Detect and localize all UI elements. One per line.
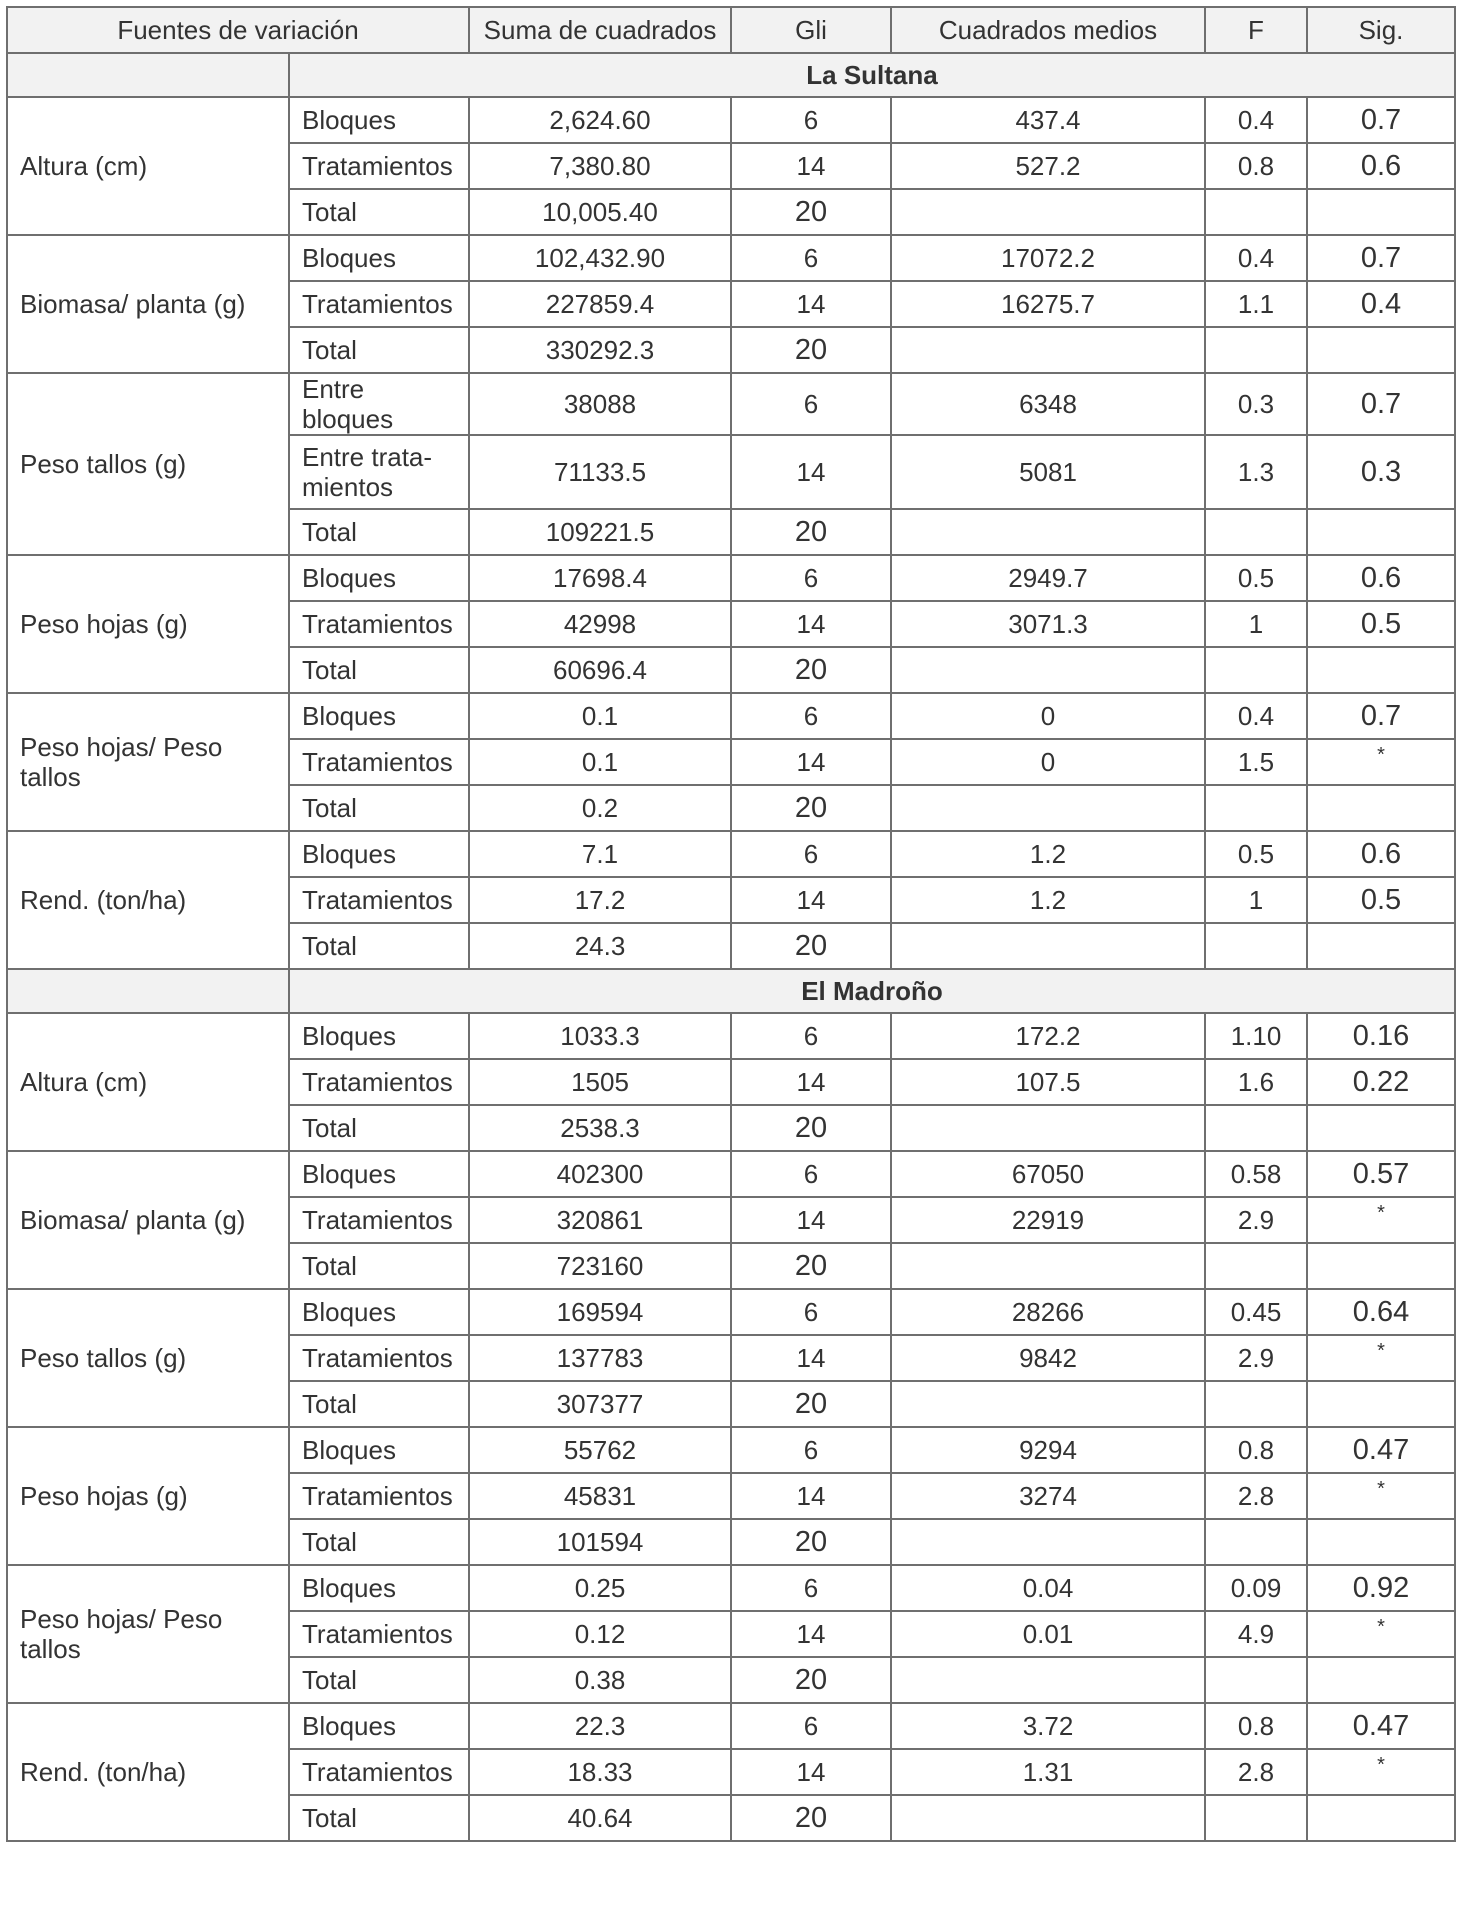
f-cell: 1.10	[1205, 1013, 1307, 1059]
mean-squares-cell: 5081	[891, 435, 1205, 509]
mean-squares-cell: 17072.2	[891, 235, 1205, 281]
gl-cell: 6	[731, 373, 891, 435]
header-source: Fuentes de variación	[7, 7, 469, 53]
source-cell: Bloques	[289, 1565, 469, 1611]
source-cell: Total	[289, 1105, 469, 1151]
mean-squares-cell: 1.2	[891, 877, 1205, 923]
source-cell: Total	[289, 1381, 469, 1427]
source-cell: Bloques	[289, 1013, 469, 1059]
sum-of-squares-cell: 0.25	[469, 1565, 731, 1611]
sig-cell	[1307, 189, 1455, 235]
table-row	[7, 1151, 1455, 1197]
f-cell	[1205, 509, 1307, 555]
mean-squares-cell: 67050	[891, 1151, 1205, 1197]
f-cell: 2.8	[1205, 1473, 1307, 1519]
mean-squares-cell	[891, 189, 1205, 235]
anova-table-container	[6, 6, 1454, 1842]
table-row	[7, 97, 1455, 143]
f-cell: 0.4	[1205, 693, 1307, 739]
sig-cell: *	[1307, 1473, 1455, 1519]
gl-cell: 6	[731, 1151, 891, 1197]
sum-of-squares-cell: 0.1	[469, 693, 731, 739]
f-cell: 0.09	[1205, 1565, 1307, 1611]
variable-label: Biomasa/ planta (g)	[7, 1151, 289, 1289]
sum-of-squares-cell: 17698.4	[469, 555, 731, 601]
sum-of-squares-cell: 0.12	[469, 1611, 731, 1657]
mean-squares-cell	[891, 509, 1205, 555]
sum-of-squares-cell: 71133.5	[469, 435, 731, 509]
sig-cell: *	[1307, 1197, 1455, 1243]
source-cell: Tratamientos	[289, 1059, 469, 1105]
gl-cell: 20	[731, 189, 891, 235]
sig-cell	[1307, 1795, 1455, 1841]
header-row	[7, 7, 1455, 53]
source-cell: Total	[289, 1243, 469, 1289]
sum-of-squares-cell: 101594	[469, 1519, 731, 1565]
f-cell	[1205, 923, 1307, 969]
sum-of-squares-cell: 38088	[469, 373, 731, 435]
mean-squares-cell: 437.4	[891, 97, 1205, 143]
sig-cell	[1307, 1243, 1455, 1289]
gl-cell: 6	[731, 693, 891, 739]
sig-cell: 0.6	[1307, 831, 1455, 877]
f-cell	[1205, 1243, 1307, 1289]
f-cell: 0.58	[1205, 1151, 1307, 1197]
source-cell: Bloques	[289, 97, 469, 143]
f-cell: 1	[1205, 601, 1307, 647]
sig-cell: 0.22	[1307, 1059, 1455, 1105]
header-mean-squares: Cuadrados medios	[891, 7, 1205, 53]
f-cell	[1205, 785, 1307, 831]
variable-label: Peso tallos (g)	[7, 373, 289, 555]
f-cell: 0.4	[1205, 235, 1307, 281]
sig-cell: 0.57	[1307, 1151, 1455, 1197]
source-cell: Tratamientos	[289, 739, 469, 785]
sig-cell	[1307, 1105, 1455, 1151]
sig-cell: 0.7	[1307, 97, 1455, 143]
gl-cell: 6	[731, 1013, 891, 1059]
sum-of-squares-cell: 60696.4	[469, 647, 731, 693]
table-row	[7, 1289, 1455, 1335]
variable-label: Peso hojas/ Peso tallos	[7, 693, 289, 831]
f-cell	[1205, 1381, 1307, 1427]
source-cell: Tratamientos	[289, 1611, 469, 1657]
variable-label: Peso hojas/ Peso tallos	[7, 1565, 289, 1703]
mean-squares-cell: 0.04	[891, 1565, 1205, 1611]
gl-cell: 14	[731, 1611, 891, 1657]
source-cell: Total	[289, 189, 469, 235]
f-cell	[1205, 189, 1307, 235]
sig-cell	[1307, 1519, 1455, 1565]
sig-cell: 0.16	[1307, 1013, 1455, 1059]
source-cell: Total	[289, 923, 469, 969]
sig-cell: 0.3	[1307, 435, 1455, 509]
sum-of-squares-cell: 1505	[469, 1059, 731, 1105]
table-row	[7, 373, 1455, 435]
gl-cell: 6	[731, 1427, 891, 1473]
gl-cell: 20	[731, 1795, 891, 1841]
source-cell: Tratamientos	[289, 877, 469, 923]
sum-of-squares-cell: 723160	[469, 1243, 731, 1289]
sig-cell	[1307, 923, 1455, 969]
sum-of-squares-cell: 7,380.80	[469, 143, 731, 189]
sig-cell: 0.47	[1307, 1703, 1455, 1749]
table-row	[7, 555, 1455, 601]
variable-label: Peso hojas (g)	[7, 1427, 289, 1565]
sum-of-squares-cell: 0.1	[469, 739, 731, 785]
sig-cell: 0.6	[1307, 555, 1455, 601]
gl-cell: 14	[731, 435, 891, 509]
mean-squares-cell	[891, 647, 1205, 693]
source-cell: Total	[289, 647, 469, 693]
f-cell: 1.3	[1205, 435, 1307, 509]
f-cell: 0.8	[1205, 143, 1307, 189]
source-cell: Entre bloques	[289, 373, 469, 435]
table-row	[7, 1427, 1455, 1473]
source-cell: Tratamientos	[289, 1197, 469, 1243]
source-cell: Bloques	[289, 555, 469, 601]
sum-of-squares-cell: 22.3	[469, 1703, 731, 1749]
mean-squares-cell	[891, 1795, 1205, 1841]
mean-squares-cell	[891, 1243, 1205, 1289]
mean-squares-cell: 0.01	[891, 1611, 1205, 1657]
mean-squares-cell: 1.2	[891, 831, 1205, 877]
gl-cell: 6	[731, 555, 891, 601]
section-title: La Sultana	[289, 53, 1455, 97]
f-cell: 4.9	[1205, 1611, 1307, 1657]
sum-of-squares-cell: 0.38	[469, 1657, 731, 1703]
f-cell	[1205, 1795, 1307, 1841]
f-cell: 2.8	[1205, 1749, 1307, 1795]
mean-squares-cell: 3071.3	[891, 601, 1205, 647]
mean-squares-cell: 1.31	[891, 1749, 1205, 1795]
f-cell: 2.9	[1205, 1197, 1307, 1243]
gl-cell: 6	[731, 1703, 891, 1749]
gl-cell: 6	[731, 235, 891, 281]
sig-cell: 0.6	[1307, 143, 1455, 189]
f-cell	[1205, 1657, 1307, 1703]
sig-cell: 0.4	[1307, 281, 1455, 327]
sum-of-squares-cell: 17.2	[469, 877, 731, 923]
f-cell: 1	[1205, 877, 1307, 923]
header-sum-of-squares: Suma de cuadrados	[469, 7, 731, 53]
gl-cell: 14	[731, 1749, 891, 1795]
mean-squares-cell: 2949.7	[891, 555, 1205, 601]
f-cell: 1.5	[1205, 739, 1307, 785]
sum-of-squares-cell: 55762	[469, 1427, 731, 1473]
mean-squares-cell: 9294	[891, 1427, 1205, 1473]
sum-of-squares-cell: 10,005.40	[469, 189, 731, 235]
sig-cell	[1307, 647, 1455, 693]
variable-label: Rend. (ton/ha)	[7, 1703, 289, 1841]
f-cell	[1205, 1105, 1307, 1151]
source-cell: Total	[289, 327, 469, 373]
f-cell	[1205, 1519, 1307, 1565]
gl-cell: 14	[731, 601, 891, 647]
f-cell: 0.5	[1205, 831, 1307, 877]
source-cell: Total	[289, 509, 469, 555]
mean-squares-cell: 172.2	[891, 1013, 1205, 1059]
gl-cell: 20	[731, 647, 891, 693]
variable-label: Rend. (ton/ha)	[7, 831, 289, 969]
sum-of-squares-cell: 307377	[469, 1381, 731, 1427]
gl-cell: 20	[731, 1243, 891, 1289]
section-title: El Madroño	[289, 969, 1455, 1013]
sig-cell	[1307, 1657, 1455, 1703]
table-row	[7, 693, 1455, 739]
source-cell: Bloques	[289, 1289, 469, 1335]
f-cell: 1.1	[1205, 281, 1307, 327]
source-cell: Tratamientos	[289, 1749, 469, 1795]
f-cell: 0.4	[1205, 97, 1307, 143]
sum-of-squares-cell: 0.2	[469, 785, 731, 831]
sig-cell: 0.7	[1307, 693, 1455, 739]
sum-of-squares-cell: 137783	[469, 1335, 731, 1381]
gl-cell: 6	[731, 1289, 891, 1335]
table-body	[7, 53, 1455, 1841]
sum-of-squares-cell: 227859.4	[469, 281, 731, 327]
source-cell: Bloques	[289, 1703, 469, 1749]
sig-cell: *	[1307, 739, 1455, 785]
gl-cell: 20	[731, 509, 891, 555]
sum-of-squares-cell: 169594	[469, 1289, 731, 1335]
mean-squares-cell	[891, 1381, 1205, 1427]
sum-of-squares-cell: 330292.3	[469, 327, 731, 373]
mean-squares-cell: 527.2	[891, 143, 1205, 189]
f-cell: 1.6	[1205, 1059, 1307, 1105]
mean-squares-cell	[891, 327, 1205, 373]
sum-of-squares-cell: 18.33	[469, 1749, 731, 1795]
gl-cell: 14	[731, 281, 891, 327]
source-cell: Bloques	[289, 235, 469, 281]
source-cell: Tratamientos	[289, 143, 469, 189]
mean-squares-cell: 6348	[891, 373, 1205, 435]
f-cell	[1205, 327, 1307, 373]
gl-cell: 20	[731, 1381, 891, 1427]
variable-label: Peso tallos (g)	[7, 1289, 289, 1427]
sig-cell	[1307, 509, 1455, 555]
f-cell: 0.8	[1205, 1427, 1307, 1473]
gl-cell: 14	[731, 739, 891, 785]
sig-cell	[1307, 785, 1455, 831]
sum-of-squares-cell: 2538.3	[469, 1105, 731, 1151]
mean-squares-cell: 22919	[891, 1197, 1205, 1243]
sig-cell: *	[1307, 1335, 1455, 1381]
mean-squares-cell	[891, 1519, 1205, 1565]
source-cell: Tratamientos	[289, 281, 469, 327]
sum-of-squares-cell: 45831	[469, 1473, 731, 1519]
gl-cell: 14	[731, 877, 891, 923]
sig-cell: *	[1307, 1611, 1455, 1657]
sum-of-squares-cell: 109221.5	[469, 509, 731, 555]
mean-squares-cell: 0	[891, 739, 1205, 785]
sig-cell: 0.64	[1307, 1289, 1455, 1335]
sig-cell: 0.5	[1307, 877, 1455, 923]
sum-of-squares-cell: 7.1	[469, 831, 731, 877]
f-cell: 2.9	[1205, 1335, 1307, 1381]
sig-cell: 0.92	[1307, 1565, 1455, 1611]
sig-cell: *	[1307, 1749, 1455, 1795]
gl-cell: 6	[731, 831, 891, 877]
sig-cell: 0.7	[1307, 373, 1455, 435]
gl-cell: 14	[731, 143, 891, 189]
source-cell: Tratamientos	[289, 1335, 469, 1381]
source-cell: Bloques	[289, 1151, 469, 1197]
f-cell: 0.5	[1205, 555, 1307, 601]
source-cell: Total	[289, 785, 469, 831]
mean-squares-cell: 3274	[891, 1473, 1205, 1519]
anova-table	[6, 6, 1456, 1842]
table-row	[7, 1703, 1455, 1749]
gl-cell: 20	[731, 1657, 891, 1703]
gl-cell: 14	[731, 1473, 891, 1519]
gl-cell: 14	[731, 1335, 891, 1381]
source-cell: Entre trata-mientos	[289, 435, 469, 509]
sig-cell	[1307, 327, 1455, 373]
mean-squares-cell	[891, 785, 1205, 831]
source-cell: Total	[289, 1795, 469, 1841]
section-header-row	[7, 53, 1455, 97]
source-cell: Bloques	[289, 1427, 469, 1473]
header-gl: Gli	[731, 7, 891, 53]
f-cell	[1205, 647, 1307, 693]
gl-cell: 20	[731, 327, 891, 373]
sum-of-squares-cell: 2,624.60	[469, 97, 731, 143]
table-row	[7, 831, 1455, 877]
section-header-row	[7, 969, 1455, 1013]
gl-cell: 20	[731, 1105, 891, 1151]
mean-squares-cell: 3.72	[891, 1703, 1205, 1749]
gl-cell: 20	[731, 1519, 891, 1565]
gl-cell: 6	[731, 97, 891, 143]
sig-cell: 0.47	[1307, 1427, 1455, 1473]
mean-squares-cell: 16275.7	[891, 281, 1205, 327]
gl-cell: 20	[731, 785, 891, 831]
mean-squares-cell: 28266	[891, 1289, 1205, 1335]
sig-cell: 0.7	[1307, 235, 1455, 281]
section-blank-cell	[7, 53, 289, 97]
sig-cell: 0.5	[1307, 601, 1455, 647]
table-row	[7, 1013, 1455, 1059]
f-cell: 0.8	[1205, 1703, 1307, 1749]
table-row	[7, 1565, 1455, 1611]
sum-of-squares-cell: 42998	[469, 601, 731, 647]
mean-squares-cell	[891, 1657, 1205, 1703]
header-sig: Sig.	[1307, 7, 1455, 53]
source-cell: Tratamientos	[289, 601, 469, 647]
variable-label: Biomasa/ planta (g)	[7, 235, 289, 373]
sum-of-squares-cell: 1033.3	[469, 1013, 731, 1059]
gl-cell: 14	[731, 1197, 891, 1243]
source-cell: Total	[289, 1519, 469, 1565]
source-cell: Bloques	[289, 693, 469, 739]
header-f: F	[1205, 7, 1307, 53]
table-row	[7, 235, 1455, 281]
variable-label: Altura (cm)	[7, 97, 289, 235]
variable-label: Peso hojas (g)	[7, 555, 289, 693]
f-cell: 0.45	[1205, 1289, 1307, 1335]
sum-of-squares-cell: 102,432.90	[469, 235, 731, 281]
gl-cell: 14	[731, 1059, 891, 1105]
gl-cell: 20	[731, 923, 891, 969]
mean-squares-cell	[891, 1105, 1205, 1151]
sum-of-squares-cell: 40.64	[469, 1795, 731, 1841]
source-cell: Bloques	[289, 831, 469, 877]
source-cell: Tratamientos	[289, 1473, 469, 1519]
mean-squares-cell: 107.5	[891, 1059, 1205, 1105]
mean-squares-cell: 0	[891, 693, 1205, 739]
sum-of-squares-cell: 320861	[469, 1197, 731, 1243]
f-cell: 0.3	[1205, 373, 1307, 435]
sum-of-squares-cell: 402300	[469, 1151, 731, 1197]
source-cell: Total	[289, 1657, 469, 1703]
gl-cell: 6	[731, 1565, 891, 1611]
variable-label: Altura (cm)	[7, 1013, 289, 1151]
sum-of-squares-cell: 24.3	[469, 923, 731, 969]
section-blank-cell	[7, 969, 289, 1013]
sig-cell	[1307, 1381, 1455, 1427]
mean-squares-cell: 9842	[891, 1335, 1205, 1381]
mean-squares-cell	[891, 923, 1205, 969]
